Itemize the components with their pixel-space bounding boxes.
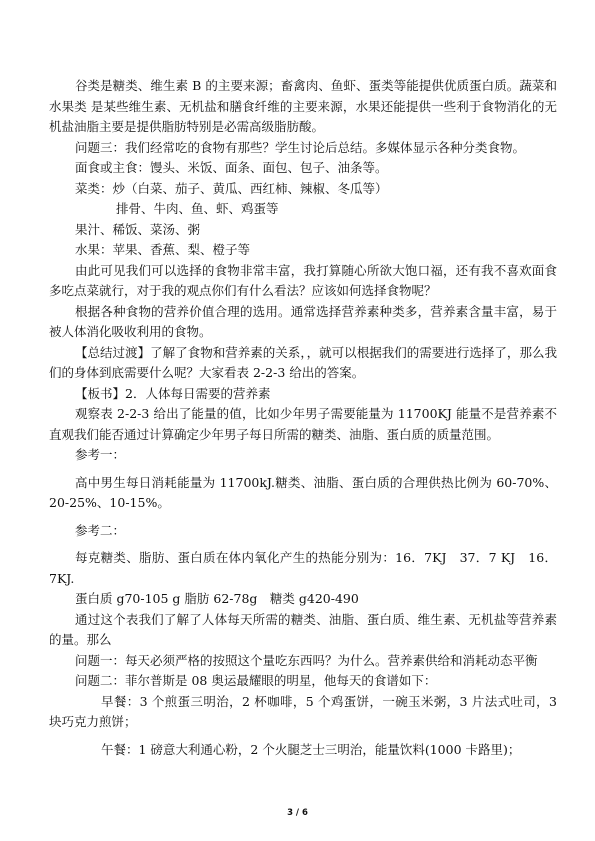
lunch-line: 午餐：1 磅意大利通心粉，2 个火腿芝士三明治，能量饮料(1000 卡路里)； [101, 741, 521, 757]
meat-line: 排骨、牛肉、鱼、虾、鸡蛋等 [116, 201, 279, 216]
reference-two-mass: 蛋白质 g70-105 g 脂肪 62-78g 糖类 g420-490 [75, 591, 359, 606]
question-three: 问题三：我们经常吃的食物有那些？学生讨论后总结。多媒体显示各种分类食物。 [75, 139, 526, 155]
reference-two-energy: 每克糖类、脂肪、蛋白质在体内氧化产生的热能分别为：16．7KJ 37．7 KJ 16．7KJ. [49, 550, 557, 586]
summary-transition: 【总结过渡】了解了食物和营养素的关系，，就可以根据我们的需要进行选择了，那么我们的身体到底需要什么呢？大家看表 2-2-3 给出的答案。 [49, 344, 557, 380]
vegetable-line: 菜类：炒（白菜、茄子、黄瓜、西红柿、辣椒、冬瓜等） [75, 180, 388, 196]
document-body [49, 76, 557, 760]
paragraph-food-sources: 谷类是糖类、维生素 B 的主要来源；畜禽肉、鱼虾、蛋类等能提供优质蛋白质。蔬菜和水果类 是某些维生素、无机盐和膳食纤维的主要来源，水果还能提供一些利于食物消化的无机盐油脂主要是提供脂肪特别是必需高级脂肪酸。 [49, 78, 557, 134]
question-two: 问题二：菲尔普斯是 08 奥运最耀眼的明星，他每天的食谱如下： [75, 673, 437, 688]
fruit-line: 水果：苹果、香蕉、梨、橙子等 [75, 242, 251, 257]
paragraph-daily-needs: 通过这个表我们了解了人体每天所需的糖类、油脂、蛋白质、维生素、无机盐等营养素的量。那么 [49, 611, 557, 647]
page-number: 3 / 6 [287, 808, 308, 818]
paragraph-selection-rule: 根据各种食物的营养价值合理的选用。通常选择营养素种类多，营养素含量丰富，易于被人体消化吸收利用的食物。 [49, 303, 557, 339]
staple-food-line: 面食或主食：馒头、米饭、面条、面包、包子、油条等。 [75, 160, 388, 175]
reference-one-label: 参考一： [75, 447, 126, 462]
breakfast-text: 早餐：3 个煎蛋三明治，2 杯咖啡，5 个鸡蛋饼，一碗玉米粥，3 片法式吐司，3 块巧克力煎饼； [49, 693, 557, 729]
reference-one-text: 高中男生每日消耗能量为 11700kJ.糖类、油脂、蛋白质的合理供热比例为 60-70%、20-25%、10-15%。 [49, 474, 557, 510]
breakfast-line [49, 692, 557, 733]
paragraph-observe-table: 观察表 2-2-3 给出了能量的值，比如少年男子需要能量为 11700KJ 能量不是营养素不直观我们能否通过计算确定少年男子每日所需的糖类、油脂、蛋白质的质量范围。 [49, 406, 557, 442]
question-one: 问题一：每天必须严格的按照这个量吃东西吗？为什么。营养素供给和消耗动态平衡 [75, 652, 538, 668]
soup-line: 果汁、稀饭、菜汤、粥 [75, 221, 201, 237]
paragraph-food-choice: 由此可见我们可以选择的食物非常丰富，我打算随心所欲大饱口福，还有我不喜欢面食多吃点菜就行，对于我的观点你们有什么看法？应该如何选择食物呢？ [49, 262, 557, 298]
board-heading: 【板书】2．人体每日需要的营养素 [75, 385, 271, 401]
reference-two-label: 参考二： [75, 522, 126, 538]
